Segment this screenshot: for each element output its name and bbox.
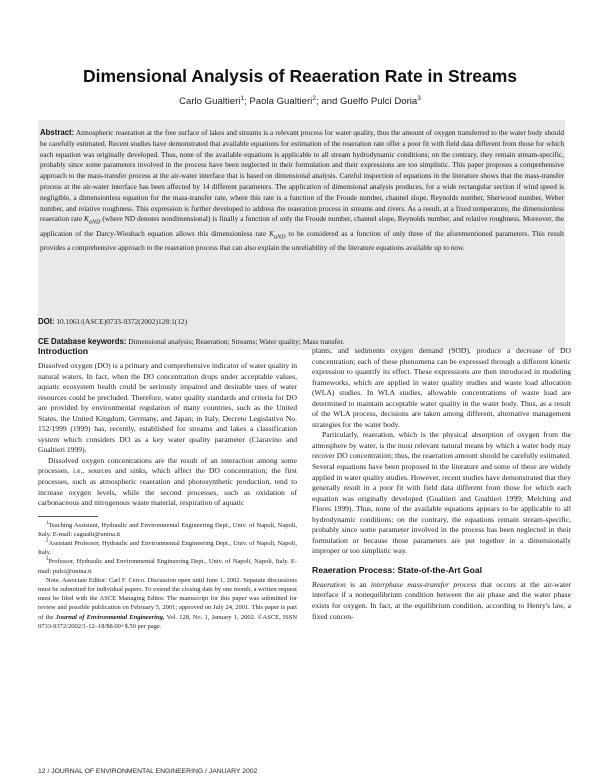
- editorial-note: Note. Associate Editor: Carl F. Cerco. Discussion open until June 1, 2002. Separate discussions must be submitted for individual papers. To extend the closing date by one month, a written request must be filed with the ASCE Managing Editor. The manuscript for this paper was submitted for review and possible publication on February 5, 2001; approved on July 24, 2001. This paper is part of the Journal of Environmental Engineering, Vol. 128, No. 1, January 1, 2002. ©ASCE, ISSN 0733-9372/2002/1-12–18/$8.00+$.50 per page.: [38, 576, 298, 630]
- footnote-divider: [38, 516, 98, 517]
- author-name: Carlo Gualtieri: [179, 96, 241, 107]
- footnote-2: $^2$Assistant Professor, Hydraulic and Environmental Engineering Dept., Univ. of Napoli, Napoli, Italy.: [38, 539, 297, 557]
- body-paragraph-process: Reaeration is an interphase mass-transfer process that occurs at the air-water interface if a nonequilibrium condition between the air phase and the water phase exists for oxygen. In fact, at the equilibrium condition, according to Henry's law, a fixed concen-: [312, 579, 572, 621]
- author-name: Guelfo Pulci Doria: [339, 96, 418, 107]
- doi-line: [38, 317, 565, 326]
- abstract-text-part3: to be considered as a function of only three of the aforementioned parameters. This result provides a comprehensive approach to the reaeration process that can also explain the unreliability of the literature equations available up to now.: [40, 228, 564, 252]
- body-paragraph-reaeration: Particularly, reaeration, which is the physical absorption of oxygen from the atmosphere by water, is the most relevant natural means by which a water body may recover DO concentration; thus, the reaeration amount should be carefully estimated. Several equations have been proposed in the literature and some of these are widely applied in water quality studies. However, recent studies have demonstrated that they generally result in a poor fit with field data different from those for which each equation was originally developed (Gualtieri and Gualtieri 1999; Melching and Flores 1999). Thus, none of the available equations appears to be applicable to all hydrodynamic conditions; on the contrary, the equations remain stream-specific, probably since some parameter involved in the process has been neglected in their formulation or because those parameters are put together in a dimensionally improper or too simplistic way.: [312, 430, 571, 556]
- page-footer: 12 / JOURNAL OF ENVIRONMENTAL ENGINEERING / JANUARY 2002: [38, 768, 258, 775]
- reaeration-rate-symbol: $K_{aND}$: [84, 214, 101, 226]
- author-separator: ; and: [315, 96, 340, 107]
- author-name: Paola Gualtieri: [249, 96, 313, 107]
- intro-paragraph-1: Dissolved oxygen (DO) is a primary and comprehensive indicator of water quality in natural waters. In fact, when the DO concentration drops under acceptable values, aquatic ecosystem health could be seriously impaired and desirable uses of water resources could be precluded. Therefore, water quality standards and criteria for DO are provided by environmental regulation of many countries, such as the United States, the United Kingdom, Germany, and Japan; in Italy, Decreto Legislativo No. 152/1999 (1999) has, recently, established for streams and lakes a classification system which considers DO as a key water quality parameter (Ciaravino and Gualtieri 1999).: [38, 361, 297, 455]
- abstract-label: Abstract:: [40, 128, 75, 137]
- left-column: [38, 346, 297, 631]
- paper-title: Dimensional Analysis of Reaeration Rate in Streams: [82, 66, 518, 86]
- keywords-line: [38, 337, 565, 346]
- author-mark: 1: [240, 95, 245, 102]
- reaeration-rate-symbol: $K_{aND}$: [269, 228, 286, 241]
- abstract-body: [40, 128, 564, 254]
- abstract-text-part2: (where ND denotes nondimensional) is finally a function of only the Froude number, channel slope, Reynolds number, and relative roughness. Moreover, the application of the Darcy-Wiesbach equation allows this dimensionless rate: [40, 214, 564, 238]
- right-column: [312, 346, 571, 622]
- footnote-1: $^1$Teaching Assistant, Hydraulic and Environmental Engineering Dept., Univ. of Napoli, Napoli, Italy. E-mail: cagualti@unina.it: [38, 520, 297, 538]
- abstract-text-part1: Atmospheric reaeration at the free surface of lakes and streams is a relevant process for water quality, thus the amount of oxygen transferred to the water body should be carefully estimated. Recent studies have demonstrated that available equations for estimation of the reaeration rate offer a poor fit with field data different from those for which each equation was originally developed. Thus, none of the available equations is applicable to all stream hydrodynamic conditions; on the contrary, they remain stream-specific, probably since some parameters involved in the process have been neglected in their formulation and their expressions are too simplistic. This paper proposes a comprehensive approach to the mass-transfer process at the air-water interface that is based on dimensional analysis. Careful inspection of equations in the literature shows that the mass-transfer process at the air-water interface has been affected by 14 different parameters. The application of dimensional analysis produces, for a wide rectangular section if wind speed is negligible, a dimensionless equation for the mass-transfer rate, where this rate is a function of the Froude number, channel slope, Reynolds number, Sherwood number, Weber number, and relative roughness. This expression is further developed to address the reaeration process in streams and rivers. As a result, at a fixed temperature, the dimensionless reaeration rate: [40, 128, 564, 224]
- keywords-value: Dimensional analysis; Reaeration; Streams; Water quality; Mass transfer.: [128, 337, 345, 346]
- author-line: [0, 96, 600, 107]
- abstract-paragraph: [40, 128, 564, 254]
- intro-paragraph-2: Dissolved oxygen concentrations are the result of an interaction among some processes, i.e., sources and sinks, which affect the DO concentration; the first processes, such as atmospheric reaeration and photosynthetic production, tend to increase oxygen levels, while the second processes, such as oxidation of carbonaceous and nitrogenous waste material, respiration of aquatic: [38, 455, 297, 508]
- author-separator: ;: [244, 96, 250, 107]
- journal-name: Journal of Environmental Engineering,: [55, 613, 165, 621]
- body-paragraph-continued: plants, and sediments oxygen demand (SOD), produce a decrease of DO concentration; each of these phenomena can be expressed through a different kinetic expression to quantify its effect. These expressions are then introduced in modeling frameworks, which are applied in water quality studies and waste load allocation (WLA) studies. In WLA studies, allowable concentrations of waste load are determined to maintain acceptable water quality in the water body. Thus, as a result of the WLA process, decisions are taken among different, alternative management strategies for the water body.: [312, 346, 571, 429]
- doi-label: DOI:: [38, 317, 55, 326]
- process-heading: Reaeration Process: State-of-the-Art Goal: [312, 564, 482, 575]
- author-mark: 3: [417, 95, 421, 102]
- keywords-label: CE Database keywords:: [38, 337, 127, 346]
- footnote-3: $^3$Professor, Hydraulic and Environmental Engineering Dept., Univ. of Napoli, Napoli, Italy. E-mail: pulci@unina.it: [38, 557, 297, 575]
- introduction-heading: Introduction: [38, 346, 89, 356]
- author-mark: 2: [312, 95, 316, 102]
- doi-value[interactable]: 10.1061/(ASCE)0733-9372(2002)128:1(12): [56, 317, 188, 326]
- abstract-box: [38, 120, 565, 350]
